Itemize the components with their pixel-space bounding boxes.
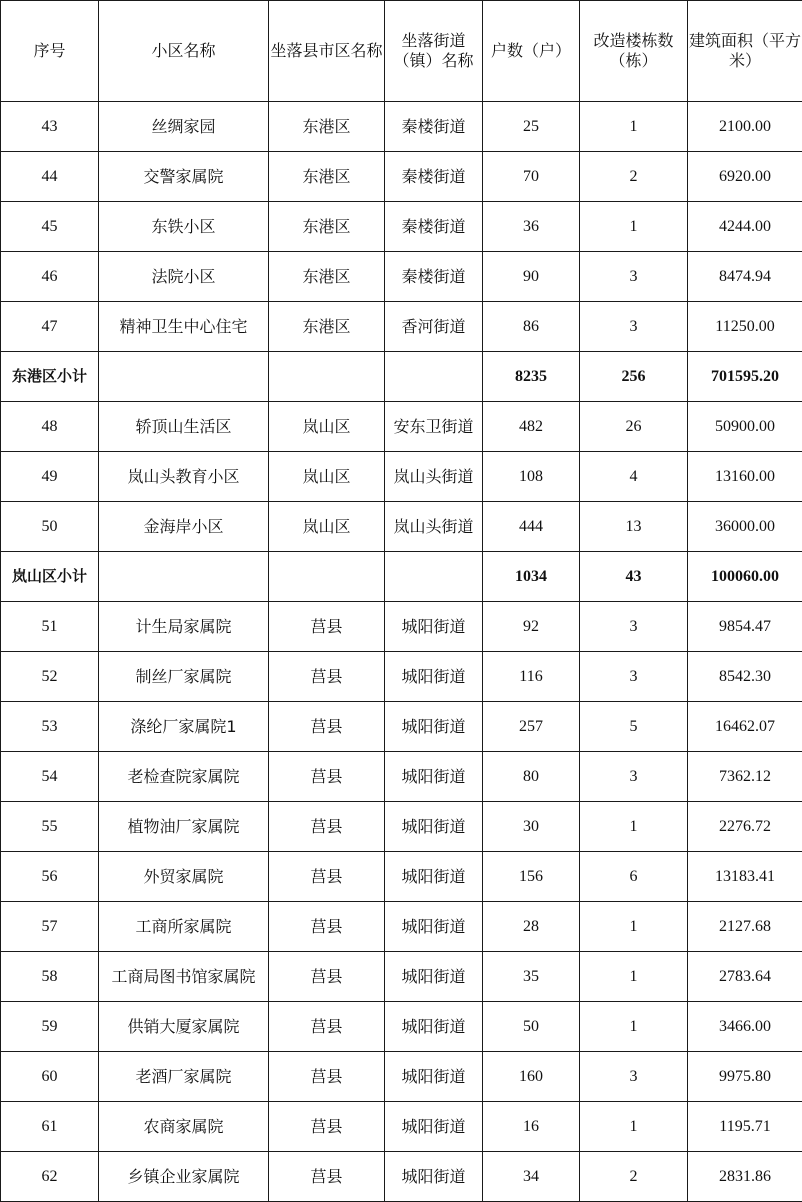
cell-community-name: 外贸家属院 xyxy=(99,852,269,902)
subtotal-row xyxy=(1,352,802,402)
cell-buildings: 1 xyxy=(580,902,688,952)
table-row xyxy=(1,1052,802,1102)
table-row xyxy=(1,502,802,552)
cell-community-name xyxy=(99,552,269,602)
column-header-area: 建筑面积（平方米） xyxy=(688,1,802,102)
cell-households: 116 xyxy=(483,652,580,702)
cell-buildings: 5 xyxy=(580,702,688,752)
cell-street: 秦楼街道 xyxy=(385,102,483,152)
cell-street: 城阳街道 xyxy=(385,852,483,902)
cell-households: 8235 xyxy=(483,352,580,402)
table-row xyxy=(1,1102,802,1152)
table-row xyxy=(1,652,802,702)
cell-index: 62 xyxy=(1,1152,99,1202)
cell-community-name: 金海岸小区 xyxy=(99,502,269,552)
table-row xyxy=(1,302,802,352)
cell-buildings: 1 xyxy=(580,1102,688,1152)
cell-district: 东港区 xyxy=(269,102,385,152)
cell-area: 50900.00 xyxy=(688,402,802,452)
cell-district: 莒县 xyxy=(269,852,385,902)
column-header-district: 坐落县市区名称 xyxy=(269,1,385,102)
column-header-index: 序号 xyxy=(1,1,99,102)
cell-street: 城阳街道 xyxy=(385,902,483,952)
table-row xyxy=(1,452,802,502)
cell-district: 莒县 xyxy=(269,1152,385,1202)
column-header-households: 户数（户） xyxy=(483,1,580,102)
cell-street: 秦楼街道 xyxy=(385,252,483,302)
cell-district: 莒县 xyxy=(269,952,385,1002)
table-row xyxy=(1,852,802,902)
cell-area: 3466.00 xyxy=(688,1002,802,1052)
cell-community-name: 计生局家属院 xyxy=(99,602,269,652)
cell-community-name xyxy=(99,352,269,402)
table-row xyxy=(1,952,802,1002)
cell-buildings: 3 xyxy=(580,252,688,302)
table-row xyxy=(1,1152,802,1202)
cell-households: 86 xyxy=(483,302,580,352)
cell-street: 城阳街道 xyxy=(385,702,483,752)
cell-area: 7362.12 xyxy=(688,752,802,802)
cell-households: 34 xyxy=(483,1152,580,1202)
table-row xyxy=(1,1002,802,1052)
table-row xyxy=(1,152,802,202)
cell-community-name: 植物油厂家属院 xyxy=(99,802,269,852)
cell-households: 160 xyxy=(483,1052,580,1102)
cell-area: 6920.00 xyxy=(688,152,802,202)
cell-area: 2127.68 xyxy=(688,902,802,952)
cell-community-name: 供销大厦家属院 xyxy=(99,1002,269,1052)
cell-buildings: 13 xyxy=(580,502,688,552)
cell-district: 莒县 xyxy=(269,1052,385,1102)
cell-index: 60 xyxy=(1,1052,99,1102)
cell-index: 52 xyxy=(1,652,99,702)
cell-district: 莒县 xyxy=(269,752,385,802)
cell-street: 城阳街道 xyxy=(385,652,483,702)
cell-households: 444 xyxy=(483,502,580,552)
cell-street: 秦楼街道 xyxy=(385,152,483,202)
cell-street: 城阳街道 xyxy=(385,1002,483,1052)
header-row xyxy=(1,1,802,102)
cell-street: 城阳街道 xyxy=(385,1152,483,1202)
cell-households: 70 xyxy=(483,152,580,202)
cell-community-name: 交警家属院 xyxy=(99,152,269,202)
cell-index: 45 xyxy=(1,202,99,252)
cell-index: 49 xyxy=(1,452,99,502)
cell-community-name: 工商局图书馆家属院 xyxy=(99,952,269,1002)
cell-buildings: 1 xyxy=(580,1002,688,1052)
cell-buildings: 1 xyxy=(580,202,688,252)
cell-area: 9854.47 xyxy=(688,602,802,652)
cell-street: 秦楼街道 xyxy=(385,202,483,252)
cell-district: 莒县 xyxy=(269,802,385,852)
cell-district: 岚山区 xyxy=(269,502,385,552)
cell-index: 44 xyxy=(1,152,99,202)
table-body xyxy=(1,102,802,1202)
cell-buildings: 26 xyxy=(580,402,688,452)
cell-area: 1195.71 xyxy=(688,1102,802,1152)
cell-households: 30 xyxy=(483,802,580,852)
cell-buildings: 3 xyxy=(580,602,688,652)
cell-district xyxy=(269,352,385,402)
cell-area: 13160.00 xyxy=(688,452,802,502)
cell-area: 8542.30 xyxy=(688,652,802,702)
cell-community-name: 涤纶厂家属院1 xyxy=(99,702,269,752)
table-row xyxy=(1,102,802,152)
cell-area: 2783.64 xyxy=(688,952,802,1002)
cell-index: 57 xyxy=(1,902,99,952)
cell-community-name: 工商所家属院 xyxy=(99,902,269,952)
cell-buildings: 3 xyxy=(580,752,688,802)
cell-buildings: 1 xyxy=(580,102,688,152)
cell-buildings: 3 xyxy=(580,1052,688,1102)
cell-area: 36000.00 xyxy=(688,502,802,552)
cell-area: 4244.00 xyxy=(688,202,802,252)
cell-households: 257 xyxy=(483,702,580,752)
cell-buildings: 4 xyxy=(580,452,688,502)
cell-street: 岚山头街道 xyxy=(385,452,483,502)
cell-area: 8474.94 xyxy=(688,252,802,302)
cell-street: 城阳街道 xyxy=(385,952,483,1002)
cell-households: 50 xyxy=(483,1002,580,1052)
cell-buildings: 1 xyxy=(580,952,688,1002)
cell-index: 47 xyxy=(1,302,99,352)
cell-community-name: 精神卫生中心住宅 xyxy=(99,302,269,352)
cell-index: 55 xyxy=(1,802,99,852)
table-row xyxy=(1,802,802,852)
cell-index: 53 xyxy=(1,702,99,752)
cell-district: 东港区 xyxy=(269,252,385,302)
cell-index: 48 xyxy=(1,402,99,452)
cell-community-name: 轿顶山生活区 xyxy=(99,402,269,452)
cell-buildings: 3 xyxy=(580,302,688,352)
cell-community-name: 制丝厂家属院 xyxy=(99,652,269,702)
cell-community-name: 丝绸家园 xyxy=(99,102,269,152)
cell-households: 92 xyxy=(483,602,580,652)
cell-community-name: 老酒厂家属院 xyxy=(99,1052,269,1102)
cell-area: 2276.72 xyxy=(688,802,802,852)
cell-district xyxy=(269,552,385,602)
cell-community-name: 老检查院家属院 xyxy=(99,752,269,802)
cell-index: 54 xyxy=(1,752,99,802)
cell-households: 90 xyxy=(483,252,580,302)
table-row xyxy=(1,602,802,652)
cell-district: 莒县 xyxy=(269,902,385,952)
cell-households: 1034 xyxy=(483,552,580,602)
cell-buildings: 6 xyxy=(580,852,688,902)
cell-area: 9975.80 xyxy=(688,1052,802,1102)
table-row xyxy=(1,402,802,452)
subtotal-row xyxy=(1,552,802,602)
cell-street: 城阳街道 xyxy=(385,1052,483,1102)
cell-district: 莒县 xyxy=(269,602,385,652)
cell-street: 岚山头街道 xyxy=(385,502,483,552)
cell-area: 701595.20 xyxy=(688,352,802,402)
cell-area: 13183.41 xyxy=(688,852,802,902)
cell-area: 2100.00 xyxy=(688,102,802,152)
cell-households: 25 xyxy=(483,102,580,152)
cell-district: 岚山区 xyxy=(269,402,385,452)
cell-area: 16462.07 xyxy=(688,702,802,752)
cell-district: 莒县 xyxy=(269,652,385,702)
subtotal-label: 东港区小计 xyxy=(1,352,99,402)
cell-index: 61 xyxy=(1,1102,99,1152)
cell-community-name: 东铁小区 xyxy=(99,202,269,252)
cell-community-name: 农商家属院 xyxy=(99,1102,269,1152)
cell-street: 城阳街道 xyxy=(385,602,483,652)
cell-households: 80 xyxy=(483,752,580,802)
cell-street: 城阳街道 xyxy=(385,802,483,852)
cell-street xyxy=(385,552,483,602)
cell-street: 安东卫街道 xyxy=(385,402,483,452)
table-row xyxy=(1,902,802,952)
cell-buildings: 2 xyxy=(580,1152,688,1202)
cell-district: 莒县 xyxy=(269,702,385,752)
column-header-buildings: 改造楼栋数（栋） xyxy=(580,1,688,102)
cell-households: 156 xyxy=(483,852,580,902)
cell-households: 35 xyxy=(483,952,580,1002)
cell-district: 岚山区 xyxy=(269,452,385,502)
cell-street: 香河街道 xyxy=(385,302,483,352)
cell-community-name: 岚山头教育小区 xyxy=(99,452,269,502)
column-header-community-name: 小区名称 xyxy=(99,1,269,102)
table-row xyxy=(1,702,802,752)
cell-street xyxy=(385,352,483,402)
cell-buildings: 3 xyxy=(580,652,688,702)
cell-index: 46 xyxy=(1,252,99,302)
cell-index: 58 xyxy=(1,952,99,1002)
cell-households: 36 xyxy=(483,202,580,252)
cell-district: 东港区 xyxy=(269,302,385,352)
cell-households: 16 xyxy=(483,1102,580,1152)
cell-index: 43 xyxy=(1,102,99,152)
table-row xyxy=(1,252,802,302)
cell-index: 59 xyxy=(1,1002,99,1052)
cell-index: 56 xyxy=(1,852,99,902)
cell-street: 城阳街道 xyxy=(385,1102,483,1152)
cell-area: 100060.00 xyxy=(688,552,802,602)
column-header-street: 坐落街道（镇）名称 xyxy=(385,1,483,102)
cell-community-name: 乡镇企业家属院 xyxy=(99,1152,269,1202)
cell-district: 莒县 xyxy=(269,1002,385,1052)
cell-index: 51 xyxy=(1,602,99,652)
cell-street: 城阳街道 xyxy=(385,752,483,802)
subtotal-label: 岚山区小计 xyxy=(1,552,99,602)
cell-index: 50 xyxy=(1,502,99,552)
cell-buildings: 256 xyxy=(580,352,688,402)
cell-district: 东港区 xyxy=(269,152,385,202)
table-row xyxy=(1,752,802,802)
cell-buildings: 1 xyxy=(580,802,688,852)
cell-buildings: 2 xyxy=(580,152,688,202)
cell-households: 28 xyxy=(483,902,580,952)
cell-buildings: 43 xyxy=(580,552,688,602)
cell-district: 东港区 xyxy=(269,202,385,252)
table-row xyxy=(1,202,802,252)
cell-district: 莒县 xyxy=(269,1102,385,1152)
cell-community-name: 法院小区 xyxy=(99,252,269,302)
cell-area: 11250.00 xyxy=(688,302,802,352)
cell-households: 108 xyxy=(483,452,580,502)
cell-households: 482 xyxy=(483,402,580,452)
cell-area: 2831.86 xyxy=(688,1152,802,1202)
